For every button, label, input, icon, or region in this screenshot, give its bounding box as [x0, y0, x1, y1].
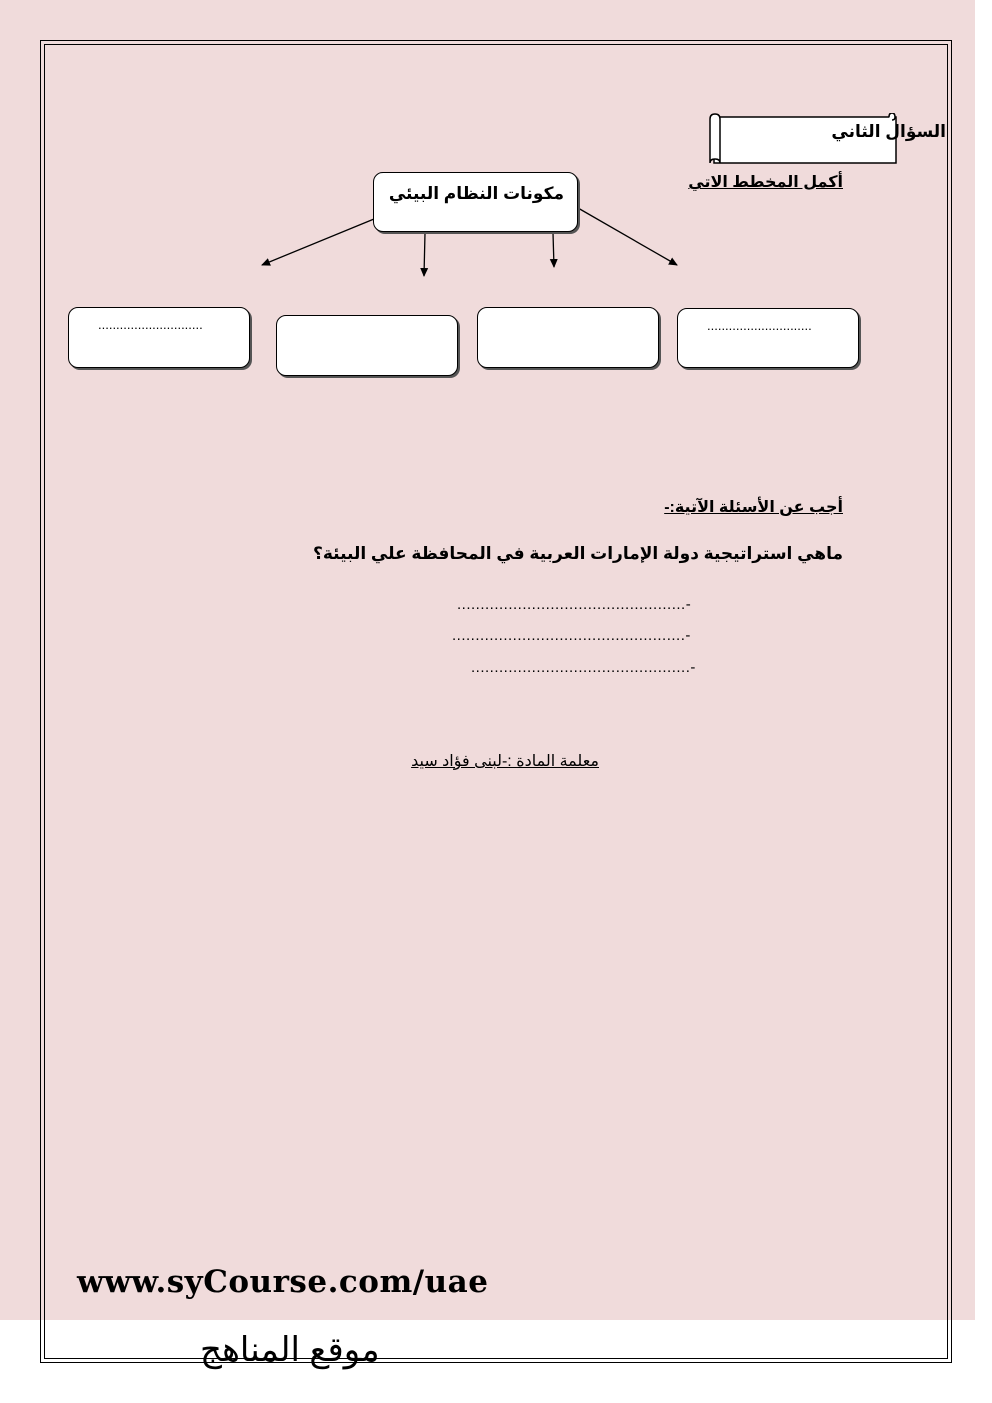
teacher-name: معلمة المادة :-لبنى فؤاد سيد	[411, 753, 599, 770]
answer-box-4-dots: .............................	[98, 317, 203, 332]
answer-line-2[interactable]: -..................................................	[452, 627, 691, 644]
answer-line-3[interactable]: -...............................................	[471, 659, 696, 676]
answer-line-1[interactable]: -.................................................	[457, 596, 692, 613]
questions-heading: أجب عن الأسئلة الآتية:-	[664, 499, 843, 516]
diagram-answer-box-1[interactable]	[677, 308, 859, 368]
diagram-instruction: أكمل المخطط الاتي	[688, 174, 843, 191]
site-url-link[interactable]: www.syCourse.com/uae	[77, 1264, 489, 1300]
answer-box-1-dots: .............................	[707, 318, 812, 333]
question-title: السؤال الثاني	[831, 122, 946, 141]
question-text: ماهي استراتيجية دولة الإمارات العربية في المحافظة علي البيئة؟	[312, 544, 843, 563]
site-name: موقع المناهج	[200, 1331, 380, 1369]
diagram-answer-box-2[interactable]	[477, 307, 659, 368]
page-border-inner	[44, 44, 948, 1359]
diagram-center-label: مكونات النظام البيئي	[388, 184, 564, 203]
diagram-answer-box-3[interactable]	[276, 315, 458, 376]
